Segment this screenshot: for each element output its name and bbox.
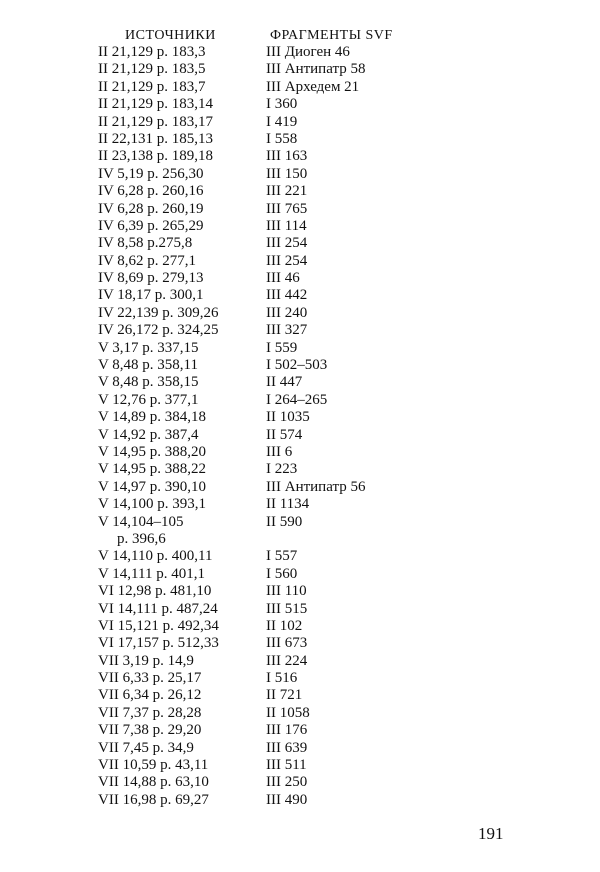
- source-reference: IV 26,172 p. 324,25: [98, 322, 219, 339]
- svf-fragment: II 721: [266, 687, 303, 704]
- source-reference: VII 10,59 p. 43,11: [98, 757, 209, 774]
- table-row: [0, 722, 600, 739]
- table-row: [0, 374, 600, 391]
- svf-fragment: I 502–503: [266, 357, 328, 374]
- table-row: [0, 201, 600, 218]
- source-reference: II 22,131 p. 185,13: [98, 130, 213, 147]
- svf-fragment: I 560: [266, 565, 298, 582]
- table-row: [0, 148, 600, 165]
- svf-fragment: I 264–265: [266, 391, 328, 408]
- source-reference: V 14,89 p. 384,18: [98, 409, 207, 426]
- svf-fragment: III Антипатр 58: [266, 61, 366, 78]
- svf-fragment: I 360: [266, 96, 298, 113]
- source-reference: IV 5,19 p. 256,30: [98, 165, 204, 182]
- source-reference: V 14,110 p. 400,11: [98, 548, 213, 565]
- table-row: [0, 774, 600, 791]
- table-row: [0, 427, 600, 444]
- table-row: [0, 305, 600, 322]
- table-row: [0, 357, 600, 374]
- table-row: [0, 618, 600, 635]
- svf-fragment: I 558: [266, 130, 298, 147]
- source-reference: V 14,97 p. 390,10: [98, 478, 207, 495]
- svf-fragment: I 516: [266, 670, 298, 687]
- svf-fragment: II 102: [266, 617, 303, 634]
- svf-fragment: III 515: [266, 600, 308, 617]
- table-row: [0, 322, 600, 339]
- source-reference: VI 12,98 p. 481,10: [98, 583, 212, 600]
- svf-fragment: I 223: [266, 461, 298, 478]
- table-row: [0, 670, 600, 687]
- source-reference: IV 6,28 p. 260,19: [98, 200, 204, 217]
- svf-fragment: III 639: [266, 739, 308, 756]
- source-reference: V 14,95 p. 388,20: [98, 443, 207, 460]
- svf-fragment: III 327: [266, 322, 308, 339]
- table-row: [0, 705, 600, 722]
- svf-fragment: III 765: [266, 200, 308, 217]
- table-row: [0, 583, 600, 600]
- source-reference: V 12,76 p. 377,1: [98, 391, 199, 408]
- svf-fragment: II 1035: [266, 409, 310, 426]
- table-row: [0, 235, 600, 252]
- svf-fragment: III 254: [266, 252, 308, 269]
- svf-fragment: II 447: [266, 374, 303, 391]
- table-row: [0, 601, 600, 618]
- source-reference: VII 7,38 p. 29,20: [98, 722, 202, 739]
- source-reference: V 8,48 p. 358,11: [98, 357, 199, 374]
- source-reference: II 21,129 p. 183,3: [98, 44, 206, 60]
- source-reference: VI 14,111 p. 487,24: [98, 600, 218, 617]
- svf-fragment: II 574: [266, 426, 303, 443]
- table-row: [0, 740, 600, 757]
- source-reference: p. 396,6: [117, 530, 166, 547]
- table-row: [0, 461, 600, 478]
- source-reference: II 21,129 p. 183,5: [98, 61, 206, 78]
- table-row: [0, 96, 600, 113]
- source-reference: VII 14,88 p. 63,10: [98, 774, 209, 791]
- table-row: [0, 392, 600, 409]
- svf-fragment: III 110: [266, 583, 307, 600]
- table-row: [0, 653, 600, 670]
- source-reference: V 14,111 p. 401,1: [98, 565, 205, 582]
- source-reference: II 21,129 p. 183,17: [98, 113, 213, 130]
- svf-fragment: III 221: [266, 183, 308, 200]
- source-reference: V 8,48 p. 358,15: [98, 374, 199, 391]
- svf-fragment: III 46: [266, 270, 300, 287]
- svf-fragment: I 557: [266, 548, 298, 565]
- source-reference: VII 6,33 p. 25,17: [98, 670, 202, 687]
- table-row: [0, 166, 600, 183]
- source-reference: IV 6,28 p. 260,16: [98, 183, 204, 200]
- svf-fragment: I 419: [266, 113, 298, 130]
- source-reference: VI 15,121 p. 492,34: [98, 617, 219, 634]
- svf-fragment: III 163: [266, 148, 308, 165]
- table-row: [0, 531, 600, 548]
- table-row: [0, 409, 600, 426]
- svf-fragment: III 176: [266, 722, 308, 739]
- table-row: [0, 792, 600, 809]
- table-row: [0, 44, 600, 61]
- svf-fragment: I 559: [266, 339, 298, 356]
- column-header-fragments: ФРАГМЕНТЫ SVF: [270, 28, 393, 43]
- source-reference: II 21,129 p. 183,7: [98, 78, 206, 95]
- table-row: [0, 183, 600, 200]
- svf-fragment: III 114: [266, 217, 307, 234]
- source-reference: IV 8,69 p. 279,13: [98, 270, 204, 287]
- source-reference: VII 7,37 p. 28,28: [98, 704, 202, 721]
- source-reference: IV 8,58 p.275,8: [98, 235, 193, 252]
- source-reference: II 23,138 p. 189,18: [98, 148, 213, 165]
- svf-fragment: III 511: [266, 757, 307, 774]
- source-reference: V 3,17 p. 337,15: [98, 339, 199, 356]
- table-row: [0, 479, 600, 496]
- table-row: [0, 114, 600, 131]
- table-row: [0, 566, 600, 583]
- source-reference: IV 6,39 p. 265,29: [98, 217, 204, 234]
- table-row: [0, 496, 600, 513]
- source-reference: VII 3,19 p. 14,9: [98, 652, 194, 669]
- table-row: [0, 687, 600, 704]
- svf-fragment: III 254: [266, 235, 308, 252]
- svf-fragment: III 442: [266, 287, 308, 304]
- source-reference: VI 17,157 p. 512,33: [98, 635, 219, 652]
- source-reference: VII 16,98 p. 69,27: [98, 791, 209, 808]
- table-row: [0, 444, 600, 461]
- svf-fragment: III 6: [266, 443, 293, 460]
- source-reference: II 21,129 p. 183,14: [98, 96, 213, 113]
- source-reference: IV 18,17 p. 300,1: [98, 287, 204, 304]
- source-reference: V 14,92 p. 387,4: [98, 426, 199, 443]
- svf-fragment: III 240: [266, 304, 308, 321]
- source-reference: VII 6,34 p. 26,12: [98, 687, 202, 704]
- svf-fragment: III 673: [266, 635, 308, 652]
- table-row: [0, 131, 600, 148]
- table-row: [0, 253, 600, 270]
- table-row: [0, 635, 600, 652]
- source-reference: V 14,104–105: [98, 513, 184, 530]
- svf-fragment: II 590: [266, 513, 303, 530]
- table-row: [0, 514, 600, 531]
- table-row: [0, 287, 600, 304]
- svf-fragment: III 224: [266, 652, 308, 669]
- table-row: [0, 757, 600, 774]
- page-number: 191: [478, 824, 504, 843]
- table-row: [0, 270, 600, 287]
- table-row: [0, 218, 600, 235]
- svf-fragment: III Архедем 21: [266, 78, 360, 95]
- svf-fragment: III Диоген 46: [266, 44, 350, 60]
- svf-fragment: III 150: [266, 165, 308, 182]
- concordance-table: [0, 44, 600, 809]
- column-header-sources: ИСТОЧНИКИ: [125, 28, 216, 43]
- source-reference: IV 8,62 p. 277,1: [98, 252, 197, 269]
- table-row: [0, 548, 600, 565]
- source-reference: V 14,100 p. 393,1: [98, 496, 207, 513]
- svf-fragment: III 250: [266, 774, 308, 791]
- svf-fragment: III 490: [266, 791, 308, 808]
- svf-fragment: II 1058: [266, 704, 310, 721]
- source-reference: V 14,95 p. 388,22: [98, 461, 207, 478]
- source-reference: IV 22,139 p. 309,26: [98, 304, 219, 321]
- source-reference: VII 7,45 p. 34,9: [98, 739, 194, 756]
- svf-fragment: III Антипатр 56: [266, 478, 366, 495]
- table-row: [0, 340, 600, 357]
- table-row: [0, 61, 600, 78]
- svf-fragment: II 1134: [266, 496, 310, 513]
- table-row: [0, 79, 600, 96]
